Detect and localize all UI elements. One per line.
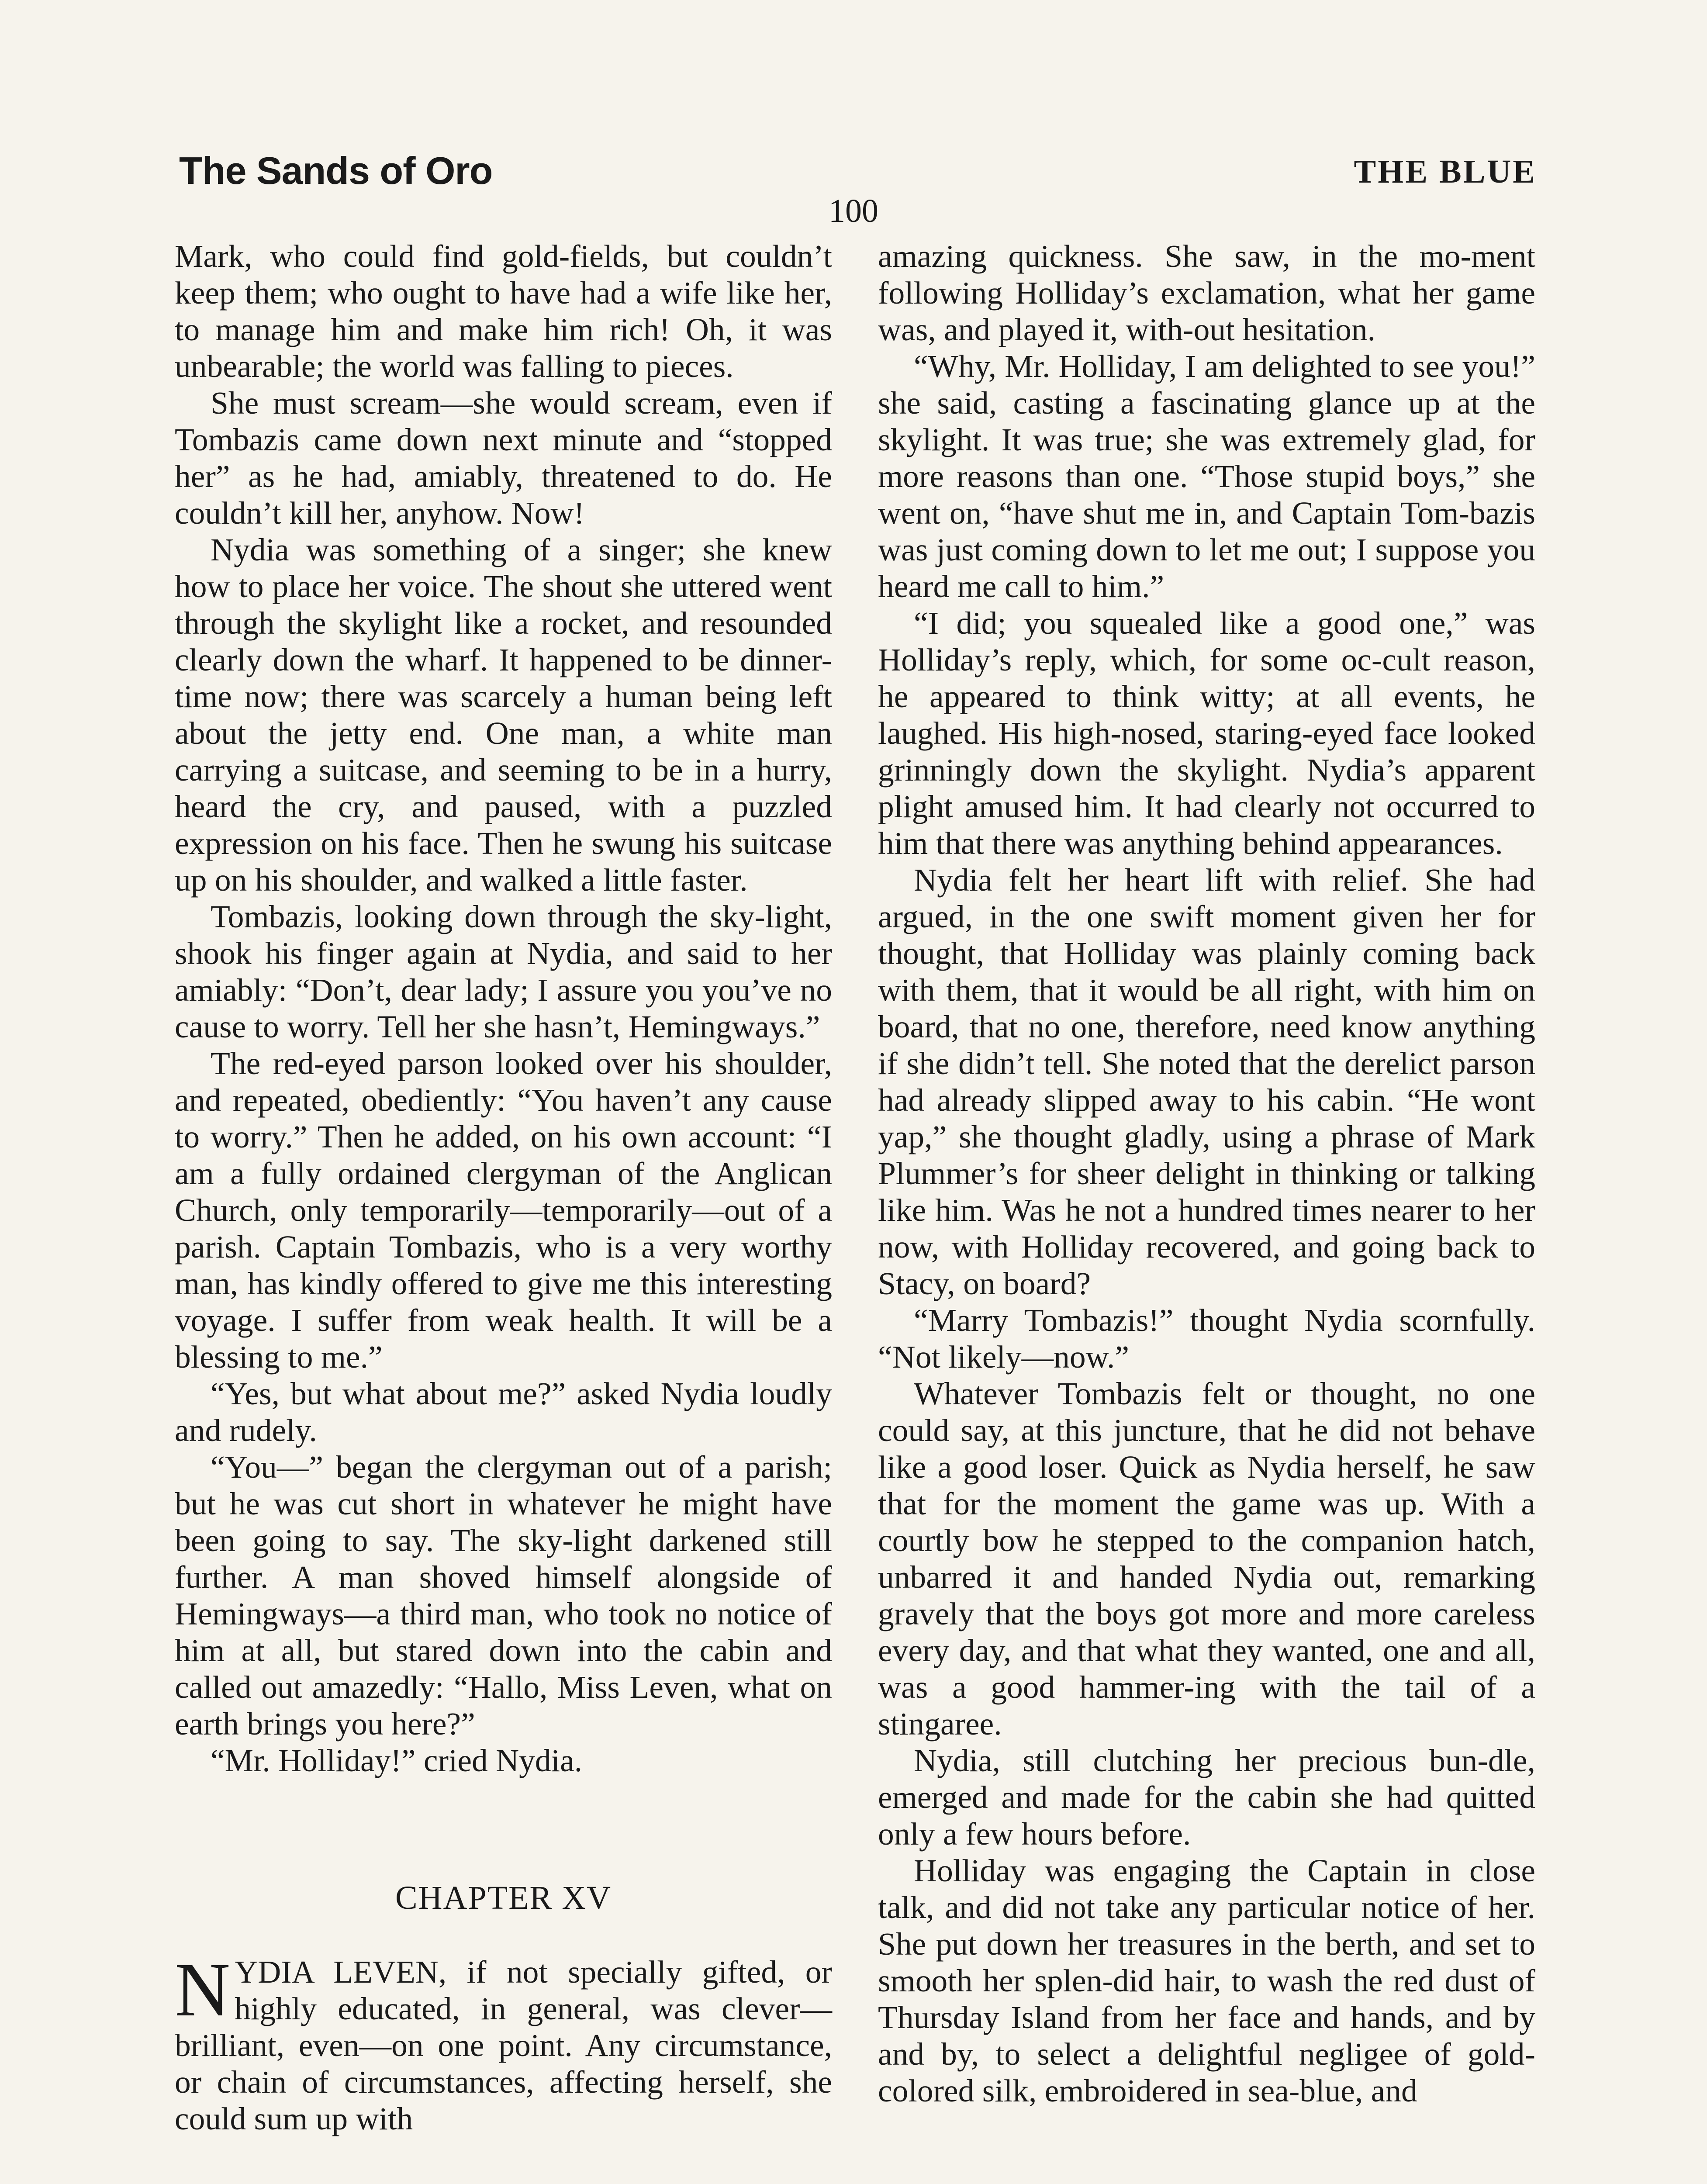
paragraph: “Mr. Holliday!” cried Nydia. xyxy=(211,1743,583,1778)
right-column xyxy=(878,238,1535,2109)
paragraph: The red-eyed parson looked over his shoulder, and repeated, obediently: “You haven’t any cause to worry.” Then he added, on his own account: “I am a fully ordained clergyman of the Anglican Church, only temporarily—temporarily—out of a parish. Captain Tombazis, who is a very worthy man, has kindly offered to give me this interesting voyage. I suffer from weak health. It will be a blessing to me.” xyxy=(175,1046,832,1375)
chapter-heading: CHAPTER XV xyxy=(395,1880,612,1916)
running-title-left: The Sands of Oro xyxy=(179,149,493,192)
paragraph: Whatever Tombazis felt or thought, no one could say, at this juncture, that he did not behave like a good loser. Quick as Nydia herself, he saw that for the moment the game was up. With a courtly bow he stepped to the companion hatch, unbarred it and handed Nydia out, remarking gravely that the boys got more and more careless every day, and that what they wanted, one and all, was a good hammer-ing with the tail of a stingaree. xyxy=(878,1376,1535,1742)
paragraph: “Marry Tombazis!” thought Nydia scornfully. “Not likely—now.” xyxy=(878,1303,1535,1375)
chapter-opening-text: YDIA LEVEN, if not specially gifted, or highly educated, in general, was clever—brilliant, even—on one point. Any circumstance, or chain of circumstances, affecting herself, she could sum up with xyxy=(175,1954,832,2136)
paragraph: “Yes, but what about me?” asked Nydia loudly and rudely. xyxy=(175,1376,832,1448)
page-number: 100 xyxy=(829,193,878,229)
drop-cap: N xyxy=(175,1947,231,2032)
paragraph: Mark, who could find gold-fields, but couldn’t keep them; who ought to have had a wife like her, to manage him and make him rich! Oh, it was unbearable; the world was falling to pieces. xyxy=(175,238,832,384)
paragraph: Nydia felt her heart lift with relief. She had argued, in the one swift moment given her for thought, that Holliday was plainly coming back with them, that it would be all right, with him on board, that no one, therefore, need know anything if she didn’t tell. She noted that the derelict parson had already slipped away to his cabin. “He wont yap,” she thought gladly, using a phrase of Mark Plummer’s for sheer delight in thinking or talking like him. Was he not a hundred times nearer to her now, with Holliday recovered, and going back to Stacy, on board? xyxy=(878,862,1535,1301)
paragraph: “You—” began the clergyman out of a parish; but he was cut short in whatever he might have been going to say. The sky-light darkened still further. A man shoved himself alongside of Hemingways—a third man, who took no notice of him at all, but stared down into the cabin and called out amazedly: “Hallo, Miss Leven, what on earth brings you here?” xyxy=(175,1449,832,1742)
paragraph: “Why, Mr. Holliday, I am delighted to see you!” she said, casting a fascinating glance up at the skylight. It was true; she was extremely glad, for more reasons than one. “Those stupid boys,” she went on, “have shut me in, and Captain Tom-bazis was just coming down to let me out; I suppose you heard me call to him.” xyxy=(878,349,1535,604)
paragraph: amazing quickness. She saw, in the mo-ment following Holliday’s exclamation, what her game was, and played it, with-out hesitation. xyxy=(878,238,1535,347)
paragraph: Tombazis, looking down through the sky-light, shook his finger again at Nydia, and said to her amiably: “Don’t, dear lady; I assure you you’ve no cause to worry. Tell her she hasn’t, Hemingways.” xyxy=(175,899,832,1044)
paragraph: Nydia, still clutching her precious bun-dle, emerged and made for the cabin she had quitted only a few hours before. xyxy=(878,1743,1535,1852)
running-title-right: THE BLUE xyxy=(1354,153,1537,190)
paragraph: She must scream—she would scream, even if Tombazis came down next minute and “stopped her” as he had, amiably, threatened to do. He couldn’t kill her, anyhow. Now! xyxy=(175,385,832,531)
paragraph: “I did; you squealed like a good one,” was Holliday’s reply, which, for some oc-cult reason, he appeared to think witty; at all events, he laughed. His high-nosed, staring-eyed face looked grinningly down the skylight. Nydia’s apparent plight amused him. It had clearly not occurred to him that there was anything behind appearances. xyxy=(878,605,1535,861)
paragraph: Nydia was something of a singer; she knew how to place her voice. The shout she uttered went through the skylight like a rocket, and resounded clearly down the wharf. It happened to be dinner-time now; there was scarcely a human being left about the jetty end. One man, a white man carrying a suitcase, and seeming to be in a hurry, heard the cry, and paused, with a puzzled expression on his face. Then he swung his suitcase up on his shoulder, and walked a little faster. xyxy=(175,532,832,898)
paragraph: Holliday was engaging the Captain in close talk, and did not take any particular notice of her. She put down her treasures in the berth, and set to smooth her splen-did hair, to wash the red dust of Thursday Island from her face and hands, and by and by, to select a delightful negligee of gold-colored silk, embroidered in sea-blue, and xyxy=(878,1853,1535,2108)
chapter-opening-paragraph xyxy=(175,1947,832,2137)
left-column xyxy=(175,238,832,2137)
